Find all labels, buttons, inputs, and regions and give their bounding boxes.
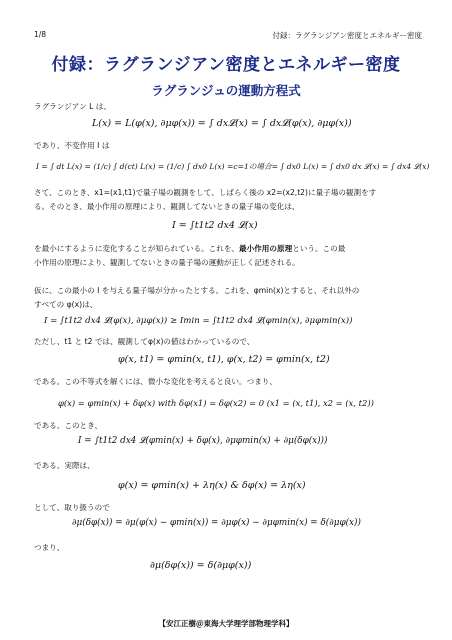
paragraph-actually: である。実際は、 [34, 461, 95, 470]
equation-derivative-commute: ∂μ(δφ(x)) = ∂μ(φ(x) − φmin(x)) = ∂μφ(x) − ∂μφmin(x) = δ(∂μφ(x)) [72, 518, 361, 528]
paragraph-then: である。このとき、 [34, 421, 103, 430]
footer-credit: 【安江正樹＠東海大学理学部物理学科】 [158, 619, 294, 628]
key-term-least-action: 最小作用の原理 [239, 244, 293, 253]
equation-action: I = ∫ dt L(x) = (1/c) ∫ d(ct) L(x) = (1/c) ∫ dx0 L(x) =c=1の場合= ∫ dx0 L(x) = ∫ dx0 dx 𝓛(x) = ∫ dx4 𝓛(x) [36, 162, 430, 171]
paragraph-treat: として、取り扱うので [34, 503, 110, 512]
paragraph-observation-2: る。そのとき、最小作用の原理により、観測してないときの量子場の変化は、 [34, 202, 300, 211]
paragraph-least-action-1-text: を最小にするように変化することが知られている。これを、最小作用の原理という。この最 [34, 244, 346, 253]
equation-eta: φ(x) = φmin(x) + λη(x) & δφ(x) = λη(x) [118, 480, 306, 491]
page-number: 1/8 [34, 30, 47, 39]
paragraph-least-action-1 [34, 242, 426, 256]
paragraph-minimum-field-2: すべての φ(x)は、 [34, 300, 98, 309]
paragraph-lagrangian-intro: ラグランジアン L は、 [34, 102, 111, 111]
equation-action-interval: I = ∫t1t2 dx4 𝓛(x) [172, 220, 258, 231]
equation-lagrangian: L(x) = L(φ(x), ∂μφ(x)) = ∫ dx𝓛(x) = ∫ dx𝓛(φ(x), ∂μφ(x)) [92, 118, 352, 129]
paragraph-observation-1: さて、このとき、x1=(x1,t1)で量子場の観測をして、しばらく後の x2=(x2,t2)に量子場の観測をす [34, 188, 377, 197]
paragraph-variation: である。この不等式を解くには、微小な変化を考えると良い。つまり、 [34, 377, 277, 386]
equation-result: ∂μ(δφ(x)) = δ(∂μφ(x)) [150, 560, 252, 571]
paragraph-boundary: ただし、t1 と t2 では、観測してφ(x)の値はわかっているので、 [34, 337, 255, 346]
equation-variation: φ(x) = φmin(x) + δφ(x) with δφ(x1) = δφ(x2) = 0 (x1 = (x, t1), x2 = (x, t2)) [58, 398, 374, 408]
equation-boundary: φ(x, t1) = φmin(x, t1), φ(x, t2) = φmin(x, t2) [118, 354, 330, 365]
page-title: 付録：ラグランジアン密度とエネルギー密度 [51, 55, 401, 75]
running-header: 付録：ラグランジアン密度とエネルギー密度 [272, 31, 422, 40]
paragraph-action-intro: であり、不変作用 I は [34, 141, 110, 150]
paragraph-namely: つまり、 [34, 543, 65, 552]
equation-varied-action: I = ∫t1t2 dx4 𝓛(φmin(x) + δφ(x), ∂μφmin(x) + ∂μ(δφ(x))) [78, 436, 328, 446]
section-title: ラグランジュの運動方程式 [151, 83, 301, 98]
paragraph-minimum-field-1: 仮に、この最小の I を与える量子場が分かったとする。これを、φmin(x)とすると、それ以外の [34, 286, 360, 295]
paragraph-least-action-2: 小作用の原理により、観測してないときの量子場の運動が正しく記述される。 [34, 258, 300, 267]
equation-inequality: I = ∫t1t2 dx4 𝓛(φ(x), ∂μφ(x)) ≥ Imin = ∫t1t2 dx4 𝓛(φmin(x), ∂μφmin(x)) [44, 316, 353, 326]
